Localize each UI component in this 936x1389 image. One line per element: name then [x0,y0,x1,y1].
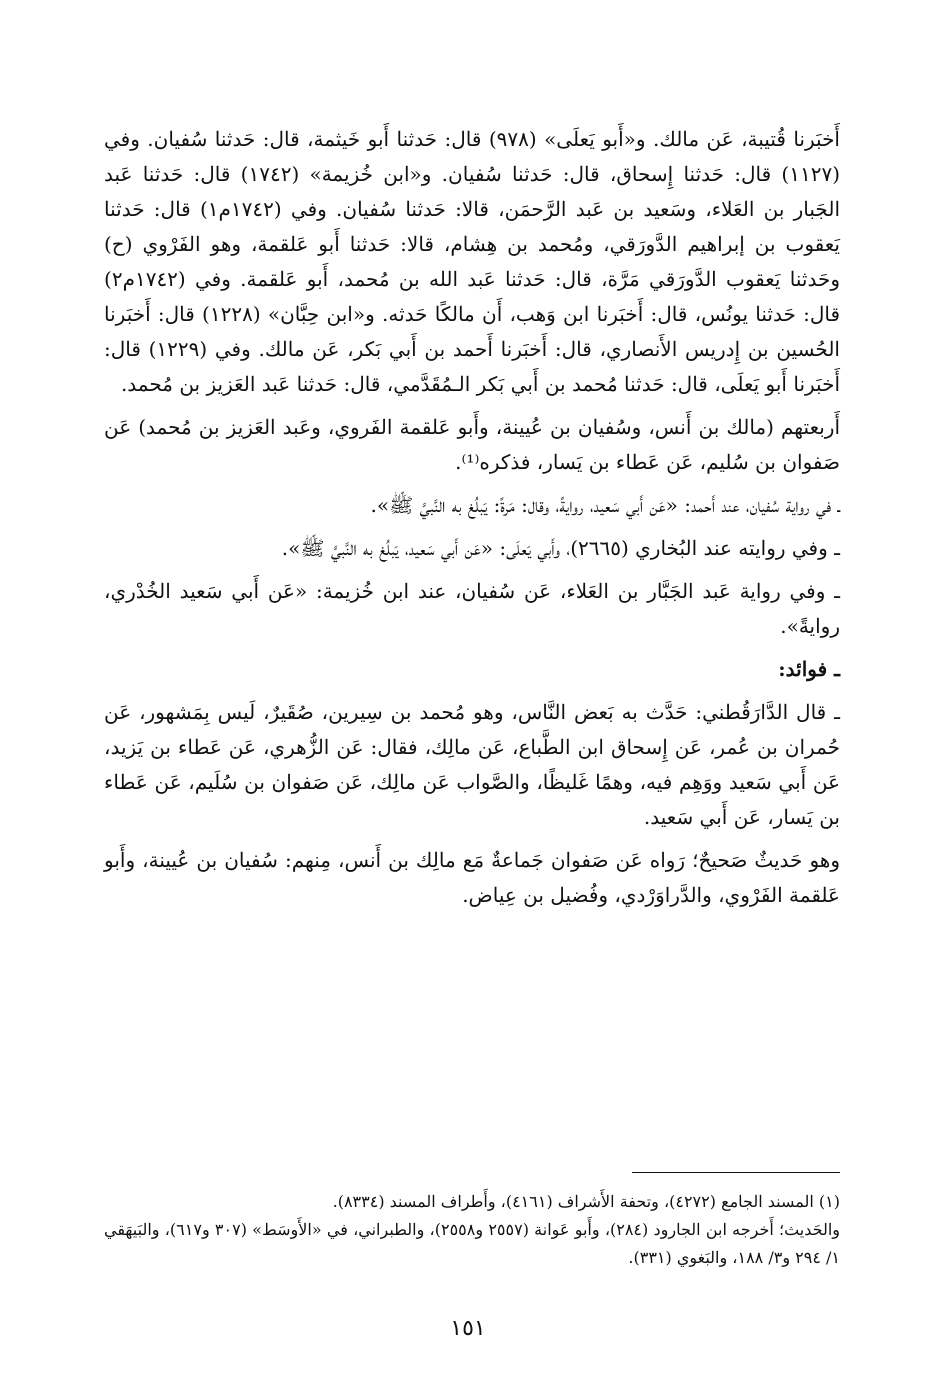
benefits-paragraph-2: وهو حَديثٌ صَحيحٌ؛ رَواه عَن صَفوان جَماعةٌ مَع مالِك بن أَنس، مِنهم: سُفيان بن عُيينة، وأَبو عَلقمة الفَرْوي، والدَّراوَرْدي، وفُضيل بن عِياض. [104,848,840,907]
variant-note-1: ـ في رواية سُفيان، عند أَحمد: «عَن أَبي سَعيد، روايةً، وقال: مَرةً: يَبلُغ به النَّبيَّ ﷺ». [370,493,840,517]
summary-paragraph: أَربعتهم (مالك بن أَنس، وسُفيان بن عُيينة، وأَبو عَلقمة الفَروي، وعَبد العَزيز بن مُحمد) عَن صَفوان بن سُليم، عَن عَطاء بن يَسار، فذكره⁽¹⁾. [104,415,840,474]
variant-note-3: ـ وفي رواية عَبد الجَبَّار بن العَلاء، عَن سُفيان، عند ابن خُزيمة: «عَن أَبي سَعيد الخُدْري، روايةً». [104,579,840,638]
variant-note-2: ـ وفي روايته عند البُخاري (٢٦٦٥)، وأَبي يَعلَى: «عَن أَبي سَعيد، يَبلُغ به النَّبيَّ ﷺ». [281,536,840,560]
isnad-paragraph: أَخبَرنا قُتيبة، عَن مالك. و«أَبو يَعلَى» (٩٧٨) قال: حَدثنا أَبو خَيثمة، قال: حَدثنا سُفيان. وفي (١١٢٧) قال: حَدثنا إِسحاق، قال: حَدثنا سُفيان. و«ابن خُزيمة» (١٧٤٢) قال: حَدثنا عَبد الجَبار بن العَلاء، وسَعيد بن عَبد الرَّحمَن، قالا: حَدثنا سُفيان. وفي (١٧٤٢م١) قال: حَدثنا يَعقوب بن إبراهيم الدَّورَقي، ومُحمد بن هِشام، قالا: حَدثنا أَبو عَلقمة، وهو الفَرْوي (ح) وحَدثنا يَعقوب الدَّورَقي مَرَّة، قال: حَدثنا عَبد الله بن مُحمد، أَبو عَلقمة. وفي (١٧٤٢م٢) قال: حَدثنا يونُس، قال: أَخبَرنا ابن وَهب، أَن مالكًا حَدثه. و«ابن حِبَّان» (١٢٢٨) قال: أَخبَرنا الحُسين بن إِدريس الأَنصاري، قال: أَخبَرنا أَحمد بن أَبي بَكر، عَن مالك. وفي (١٢٢٩) قال: أَخبَرنا أَبو يَعلَى، قال: حَدثنا مُحمد بن أَبي بَكر الـمُقَدَّمي، قال: حَدثنا عَبد العَزيز بن مُحمد. [104,127,841,396]
footnote-divider [632,1172,840,1173]
main-text [104,122,840,913]
footnotes [104,1188,840,1272]
page-number: ١٥١ [450,1316,486,1341]
footnote-1: (١) المسند الجامع (٤٢٧٢)، وتحفة الأَشراف (٤١٦١)، وأَطراف المسند (٨٣٣٤). [332,1192,840,1211]
benefits-paragraph-1: ـ قال الدَّارَقُطني: حَدَّث به بَعض النَّاس، وهو مُحمد بن سِيرين، صُقَيرٌ، لَيس بِمَشهور، عَن حُمران بن عُمر، عَن إِسحاق ابن الطَّباع، عَن مالِك، فقال: عَن الزُّهري، عَن عَطاء بن يَزيد، عَن أَبي سَعيد ووَهِم فيه، وهمًا غَليظًا، والصَّواب عَن مالِك، عَن صَفوان بن سُلَيم، عَن عَطاء بن يَسار، عَن أَبي سَعيد. [104,700,841,829]
section-heading: ـ فوائد: [778,657,840,681]
footnote-1-continued: والحَديث؛ أَخرجه ابن الجارود (٢٨٤)، وأَبو عَوانة (٢٥٥٧ و٢٥٥٨)، والطبراني، في «الأَوسَط» (٣٠٧ و٦١٧)، والبَيهَقي ١/ ٢٩٤ و٣/ ١٨٨، والبَغوي (٣٣١). [104,1220,841,1267]
